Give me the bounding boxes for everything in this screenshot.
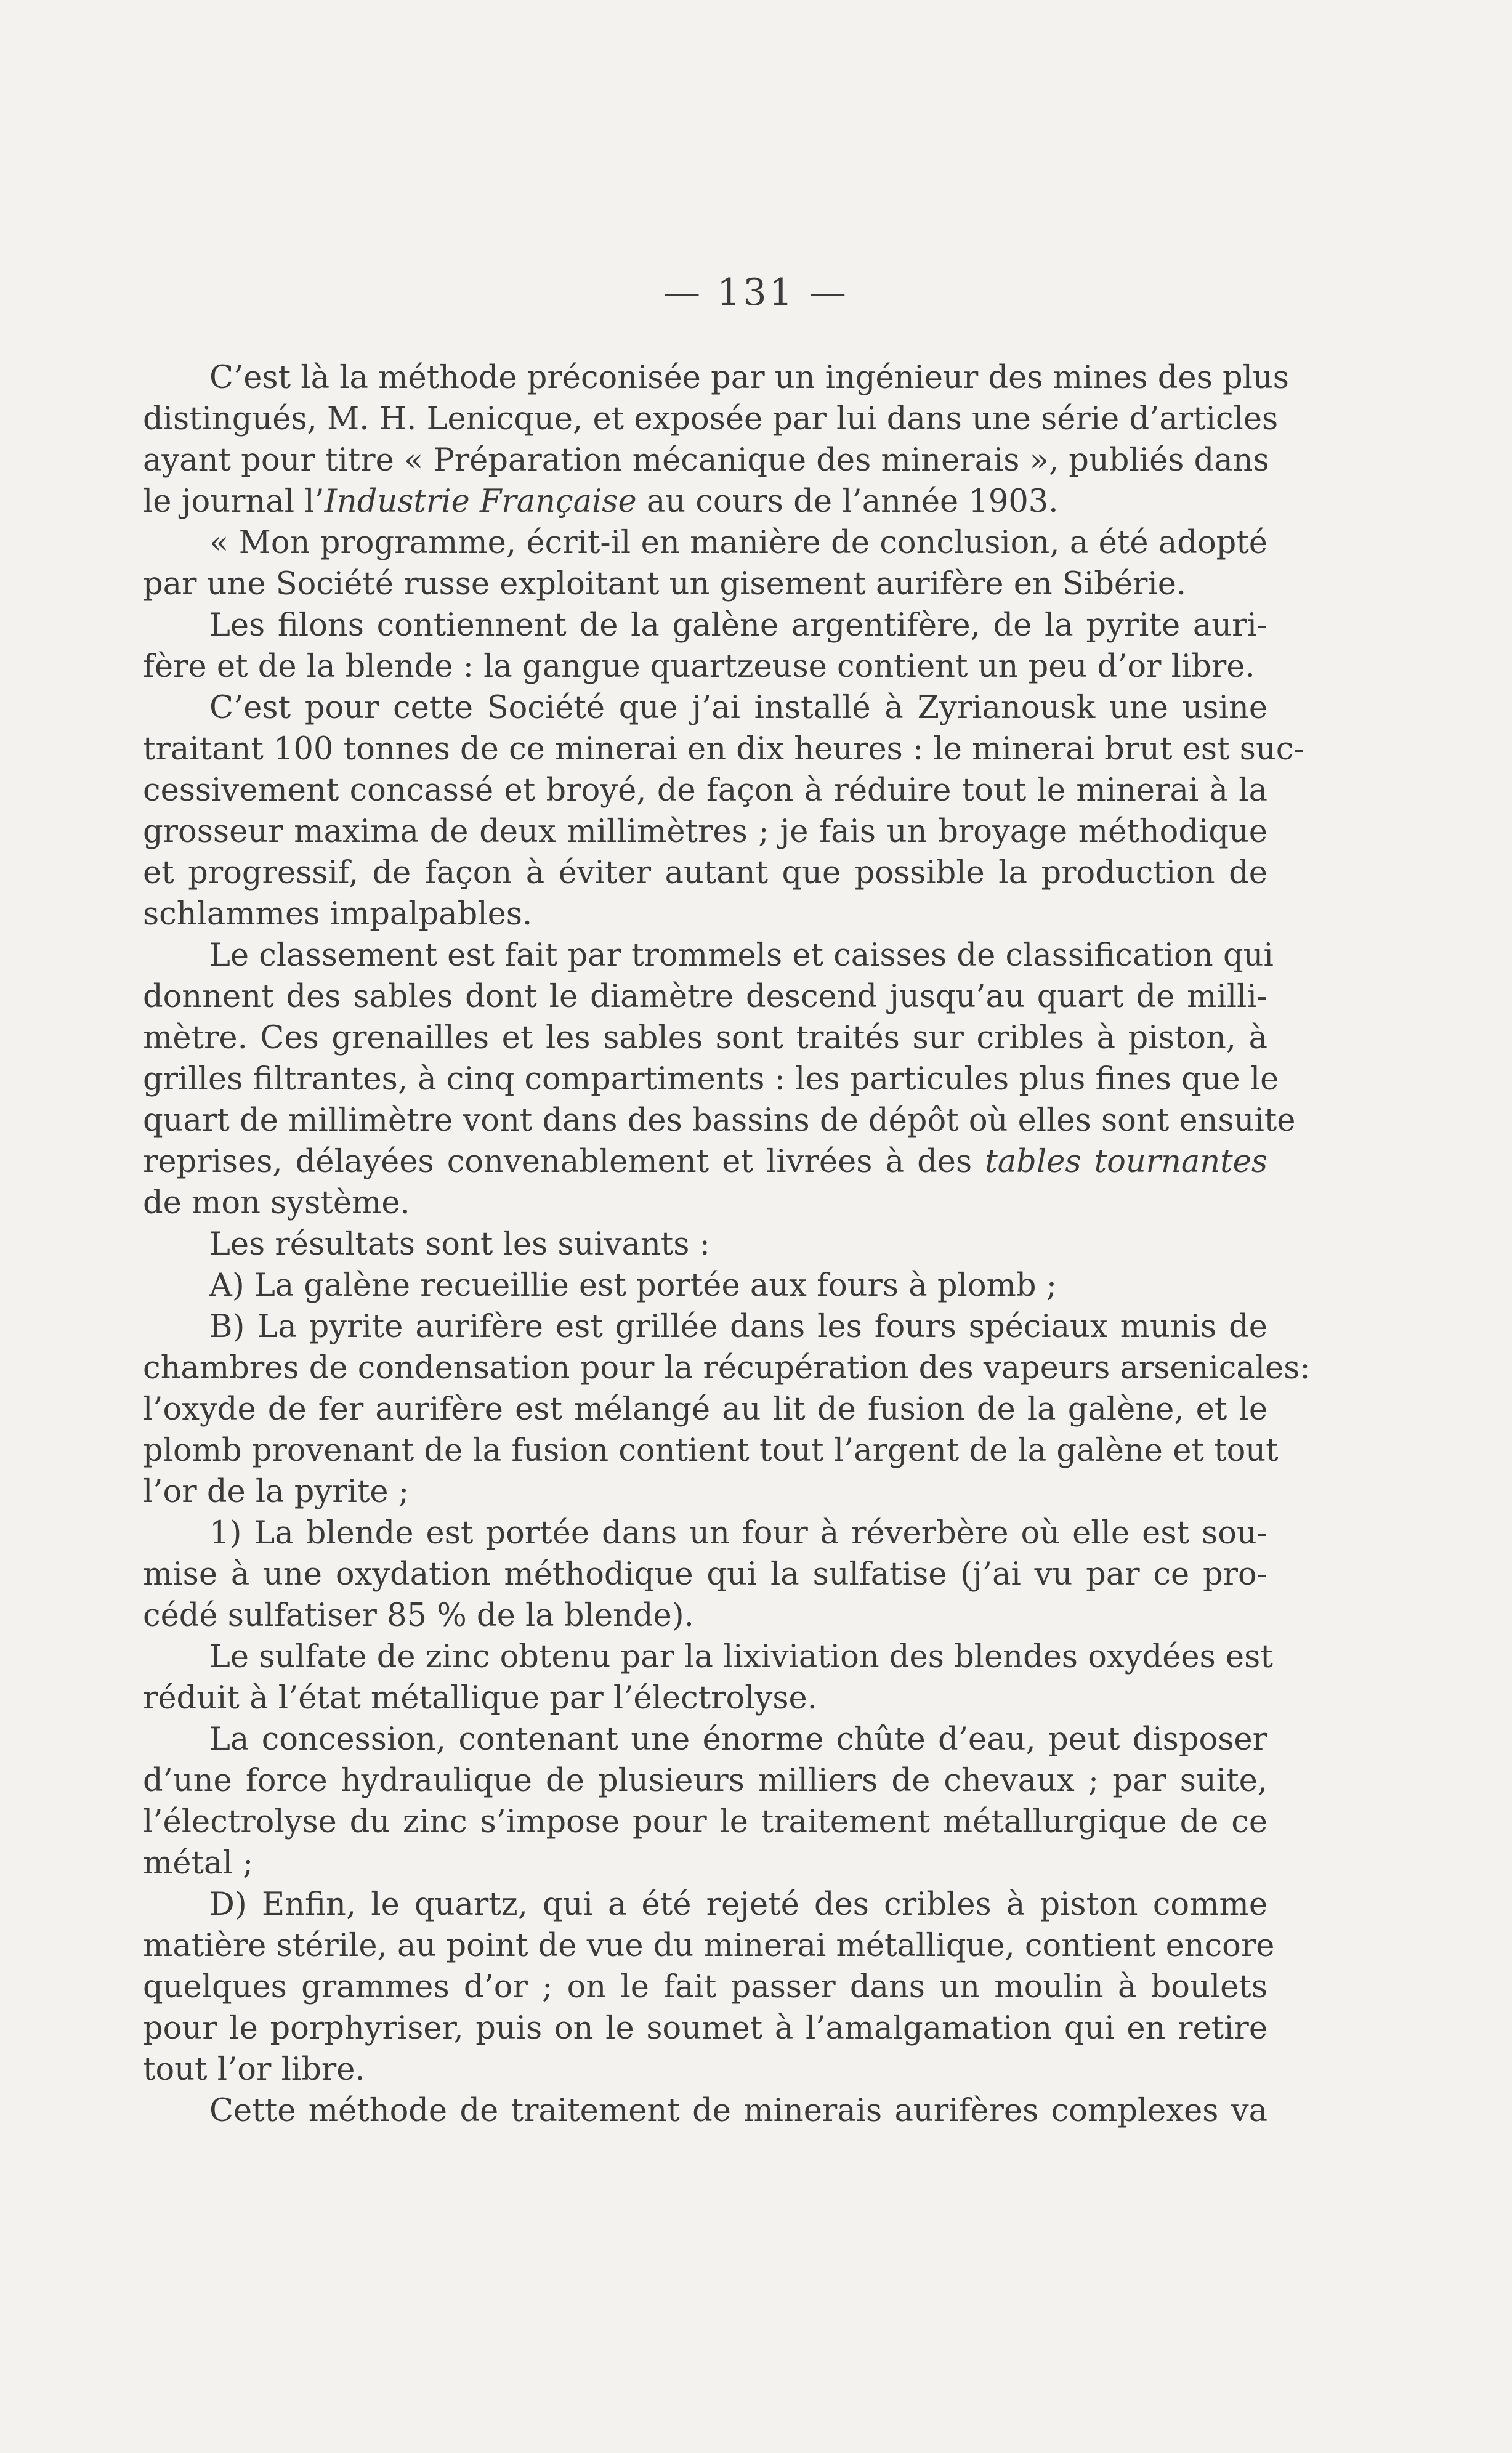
- text-line: donnent des sables dont le diamètre descend jusqu’au quart de milli-: [143, 979, 1267, 1015]
- text-line: cédé sulfatiser 85 % de la blende).: [143, 1598, 694, 1634]
- text-line: C’est là la méthode préconisée par un ingénieur des mines des plus: [209, 360, 1289, 396]
- text-line: Cette méthode de traitement de minerais aurifères complexes va: [209, 2093, 1267, 2129]
- text-line: A) La galène recueillie est portée aux fours à plomb ;: [209, 1267, 1057, 1304]
- text-line: fère et de la blende : la gangue quartzeuse contient un peu d’or libre.: [143, 649, 1255, 685]
- text-line: cessivement concassé et broyé, de façon à réduire tout le minerai à la: [143, 772, 1267, 809]
- emphasized-term: tables tournantes: [985, 1144, 1267, 1180]
- text-line: d’une force hydraulique de plusieurs milliers de chevaux ; par suite,: [143, 1763, 1267, 1799]
- text-line: Les résultats sont les suivants :: [209, 1226, 710, 1263]
- text-line: pour le porphyriser, puis on le soumet à l’amalgamation qui en retire: [143, 2010, 1267, 2047]
- text-line: Le sulfate de zinc obtenu par la lixiviation des blendes oxydées est: [209, 1639, 1273, 1675]
- text-line: schlammes impalpables.: [143, 896, 533, 932]
- text-line: 1) La blende est portée dans un four à réverbère où elle est sou-: [209, 1515, 1267, 1551]
- text-line: La concession, contenant une énorme chûte d’eau, peut disposer: [209, 1721, 1267, 1758]
- text-line: de mon système.: [143, 1185, 410, 1221]
- text-line: distingués, M. H. Lenicque, et exposée par lui dans une série d’articles: [143, 401, 1279, 437]
- text-line: Le classement est fait par trommels et caisses de classification qui: [209, 937, 1274, 974]
- text-line: quelques grammes d’or ; on le fait passer dans un moulin à boulets: [143, 1969, 1267, 2005]
- text-line: grilles filtrantes, à cinq compartiments : les particules plus fines que le: [143, 1061, 1279, 1097]
- text-line: B) La pyrite aurifère est grillée dans les fours spéciaux munis de: [209, 1309, 1267, 1345]
- text-line: métal ;: [143, 1845, 254, 1881]
- text-line: Les filons contiennent de la galène argentifère, de la pyrite auri-: [209, 607, 1267, 644]
- text-line: ayant pour titre « Préparation mécanique des minerais », publiés dans: [143, 442, 1269, 479]
- text-line: mise à une oxydation méthodique qui la sulfatise (j’ai vu par ce pro-: [143, 1556, 1267, 1593]
- text-line: par une Société russe exploitant un gisement aurifère en Sibérie.: [143, 566, 1187, 602]
- text-line: l’or de la pyrite ;: [143, 1474, 410, 1510]
- text-line: plomb provenant de la fusion contient tout l’argent de la galène et tout: [143, 1433, 1279, 1469]
- text-line: D) Enfin, le quartz, qui a été rejeté des cribles à piston comme: [209, 1886, 1267, 1923]
- text-line: matière stérile, au point de vue du minerai métallique, contient encore: [143, 1928, 1275, 1964]
- text-line: chambres de condensation pour la récupération des vapeurs arsenicales:: [143, 1350, 1311, 1386]
- text-line: mètre. Ces grenailles et les sables sont traités sur cribles à piston, à: [143, 1020, 1267, 1056]
- page-number: — 131 —: [663, 271, 849, 314]
- text-line: traitant 100 tonnes de ce minerai en dix heures : le minerai brut est suc-: [143, 731, 1304, 767]
- text-line: « Mon programme, écrit-il en manière de conclusion, a été adopté: [209, 525, 1267, 561]
- text-line: l’oxyde de fer aurifère est mélangé au lit de fusion de la galène, et le: [143, 1391, 1267, 1428]
- text-line: le journal l’Industrie Française au cours de l’année 1903.: [143, 483, 1059, 520]
- text-line: reprises, délayées convenablement et livrées à des tables tournantes: [143, 1144, 1267, 1180]
- journal-title: Industrie Française: [324, 483, 637, 520]
- body-text: [143, 357, 1311, 2132]
- text-line: l’électrolyse du zinc s’impose pour le traitement métallurgique de ce: [143, 1804, 1267, 1840]
- text-line: quart de millimètre vont dans des bassins de dépôt où elles sont ensuite: [143, 1102, 1296, 1139]
- text-line: C’est pour cette Société que j’ai installé à Zyrianousk une usine: [209, 690, 1267, 726]
- text-line: réduit à l’état métallique par l’électrolyse.: [143, 1680, 817, 1716]
- text-line: grosseur maxima de deux millimètres ; je fais un broyage méthodique: [143, 814, 1267, 850]
- text-line: tout l’or libre.: [143, 2051, 365, 2088]
- text-line: et progressif, de façon à éviter autant que possible la production de: [143, 855, 1267, 891]
